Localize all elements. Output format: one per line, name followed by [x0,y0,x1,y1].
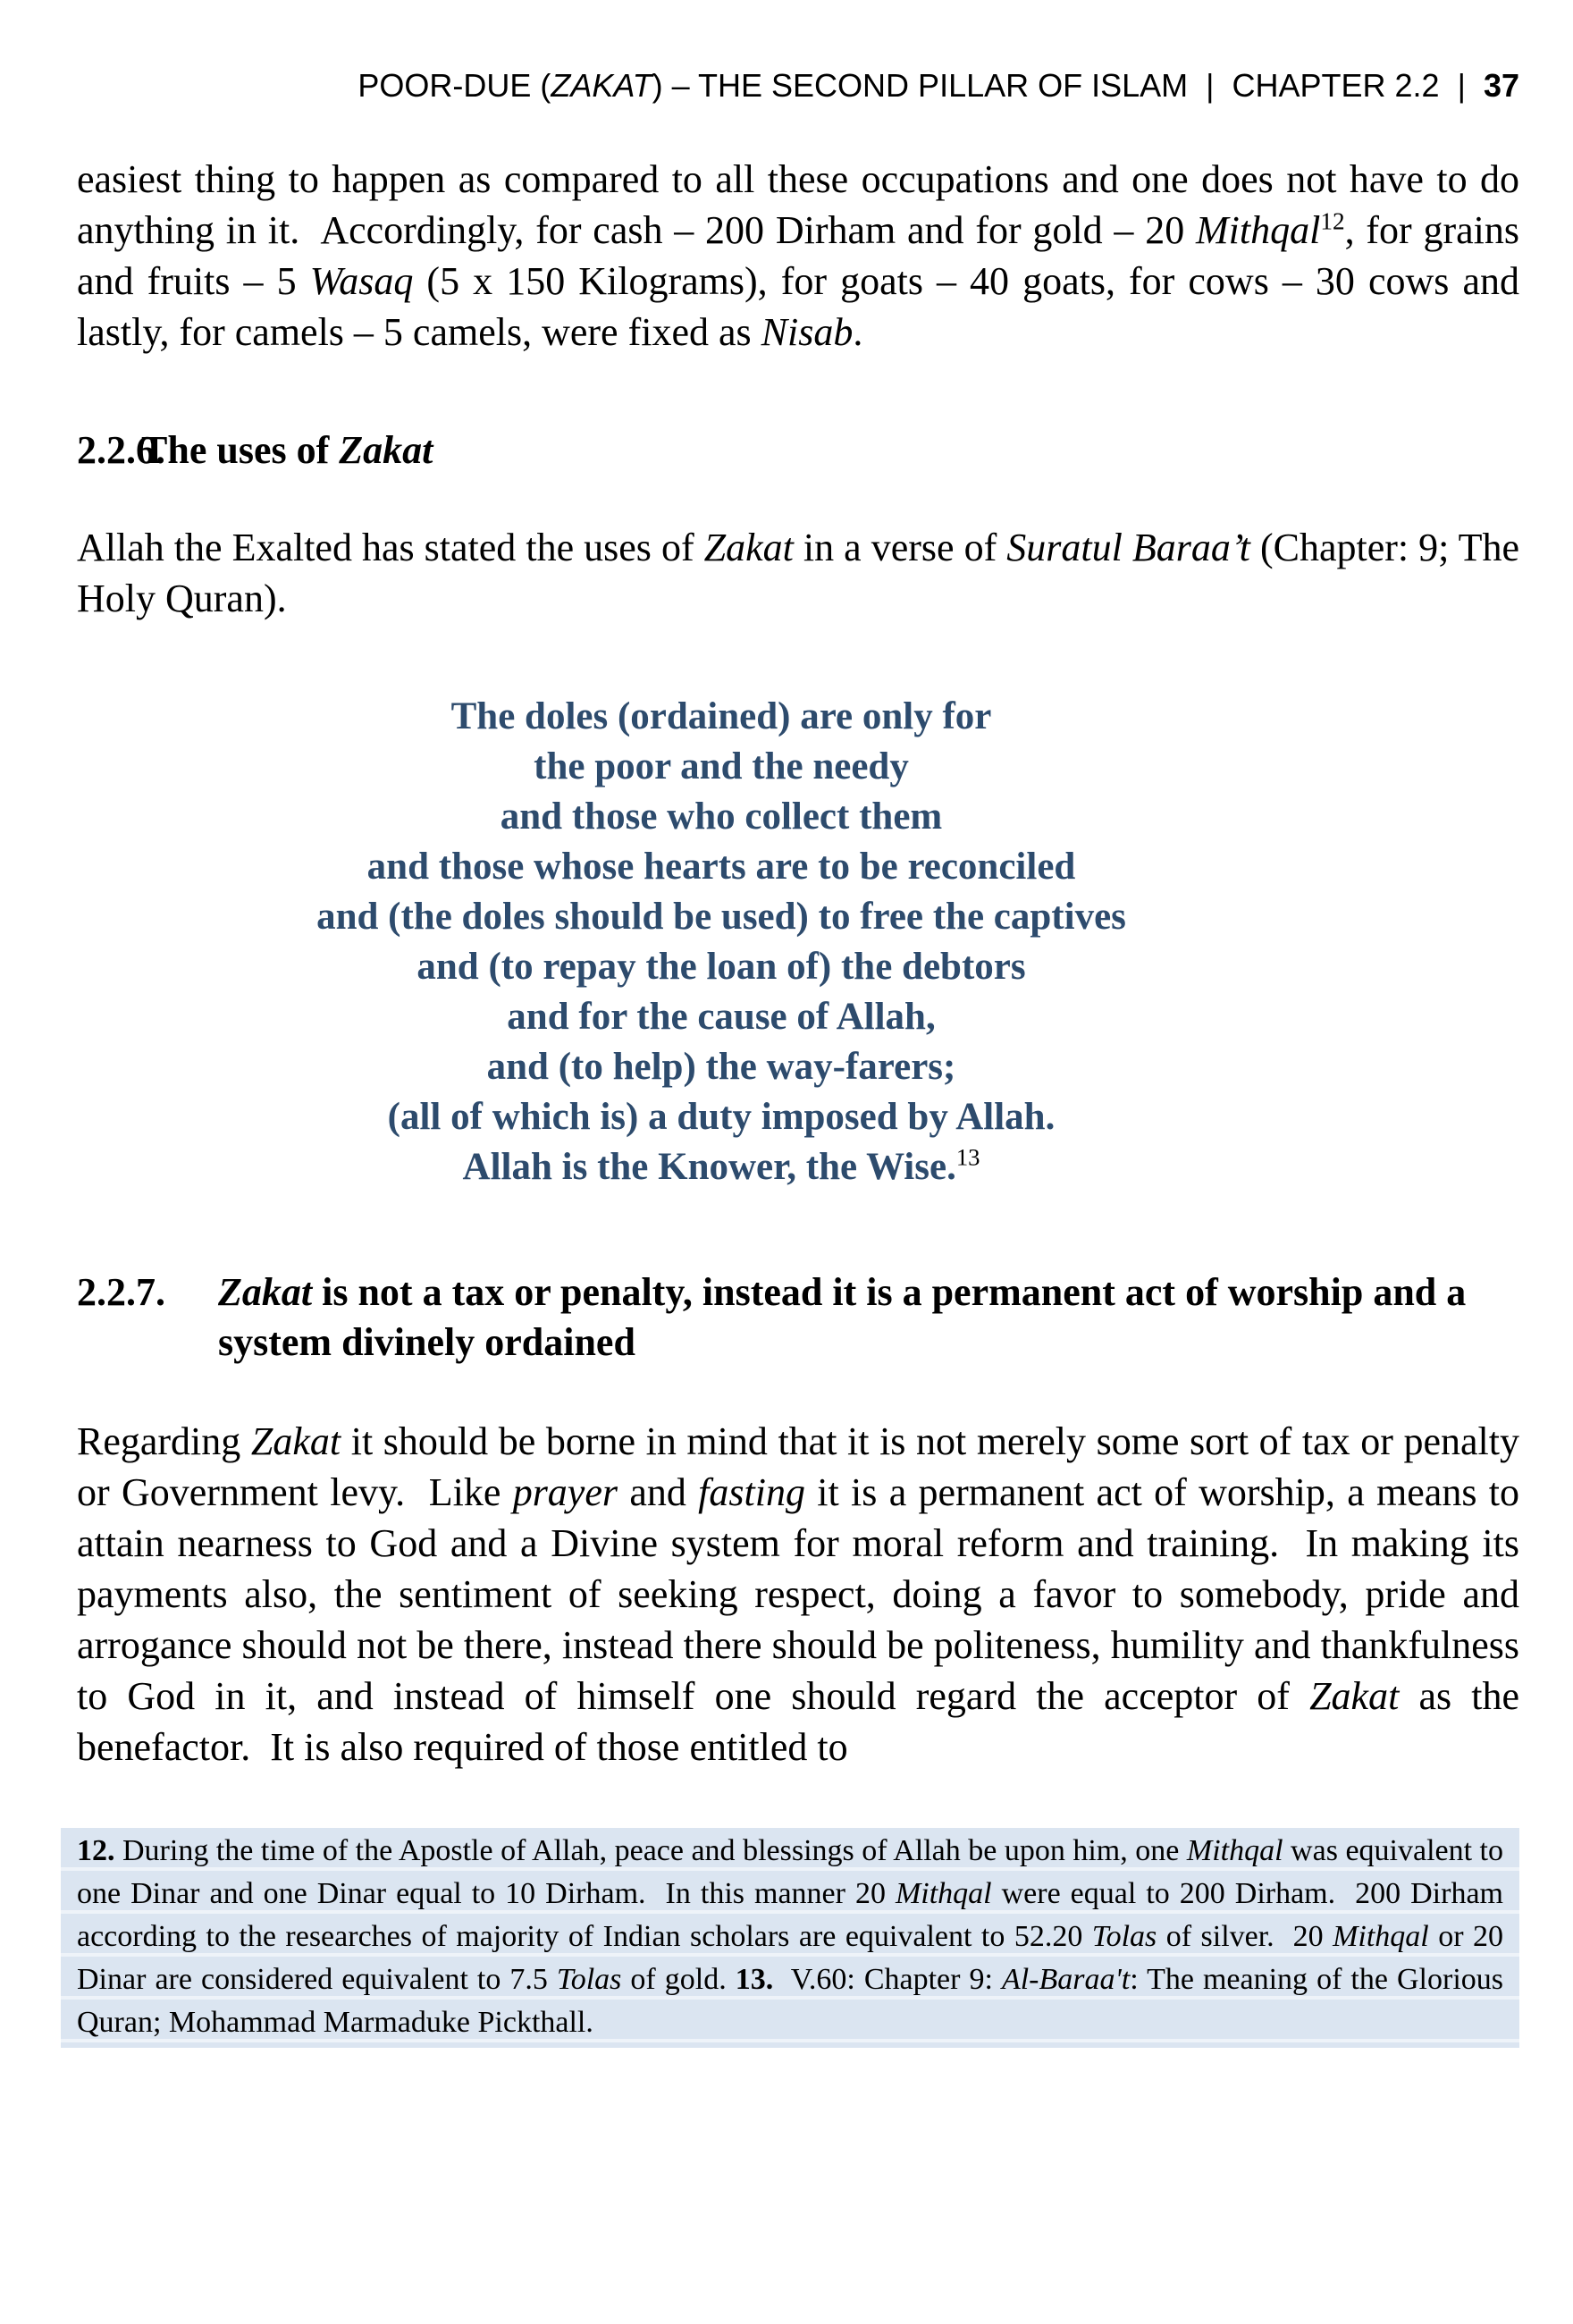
section-2-2-7-paragraph: Regarding Zakat it should be borne in mind that it is not merely some sort of tax or penalty or Government levy. Like prayer and fasting it is a permanent act of worship, a means to attain nearness to God and a Divine system for moral reform and training. In making its payments also, the sentiment of seeking respect, doing a favor to somebody, pride and arrogance should not be there, instead there should be politeness, humility and thankfulness to God in it, and instead of himself one should regard the acceptor of Zakat as the benefactor. It is also required of those entitled to [77,1419,1519,1769]
section-2-2-7-heading [77,1267,1519,1368]
section-title: Zakat is not a tax or penalty, instead it is a permanent act of worship and a system divinely ordained [218,1270,1467,1364]
quote-line: and (to help) the way-farers; [486,1046,956,1088]
section-number: 2.2.6. [77,428,165,472]
section-title: The uses of Zakat [141,428,433,472]
quote-line: and for the cause of Allah, [507,996,936,1038]
quote-line: and (to repay the loan of) the debtors [416,946,1026,988]
quote-line: and (the doles should be used) to free the captives [316,896,1126,938]
quran-quote [77,692,1366,1192]
quote-line: The doles (ordained) are only for [450,695,992,737]
quote-line: and those who collect them [500,796,943,838]
quote-line: Allah is the Knower, the Wise.$^{13}$ [462,1143,980,1188]
running-header: POOR-DUE (ZAKAT) – THE SECOND PILLAR OF ISLAM | CHAPTER 2.2 | 37 [358,67,1519,104]
footnotes-block: 12. During the time of the Apostle of Allah, peace and blessings of Allah be upon him, one Mithqal was equivalent to one Dinar and one Dinar equal to 10 Dirham. In this manner 20 Mithqal were equal to 200 Dirham. 200 Dirham according to the researches of majority of Indian scholars are equivalent to 52.20 Tolas of silver. 20 Mithqal or 20 Dinar are considered equivalent to 7.5 Tolas of gold. 13. V.60: Chapter 9: Al-Baraa't: The meaning of the Glorious Quran; Mohammad Marmaduke Pickthall. [61,1828,1519,2048]
quote-line: and those whose hearts are to be reconciled [366,846,1076,888]
section-2-2-6-paragraph: Allah the Exalted has stated the uses of Zakat in a verse of Suratul Baraa’t (Chapter: 9; The Holy Quran). [77,526,1520,620]
quote-line: (all of which is) a duty imposed by Allah. [387,1096,1056,1138]
section-2-2-6-heading [77,425,1519,476]
section-number: 2.2.7. [77,1270,165,1314]
intro-paragraph: easiest thing to happen as compared to all these occupations and one does not have to do anything in it. Accordingly, for cash – 200 Dirham and for gold – 20 Mithqal$^{12}$, for grains and fruits – 5 Wasaq (5 x 150 Kilograms), for goats – 40 goats, for cows – 30 cows and lastly, for camels – 5 camels, were fixed as Nisab. [77,157,1519,354]
quote-line: the poor and the needy [534,745,909,787]
